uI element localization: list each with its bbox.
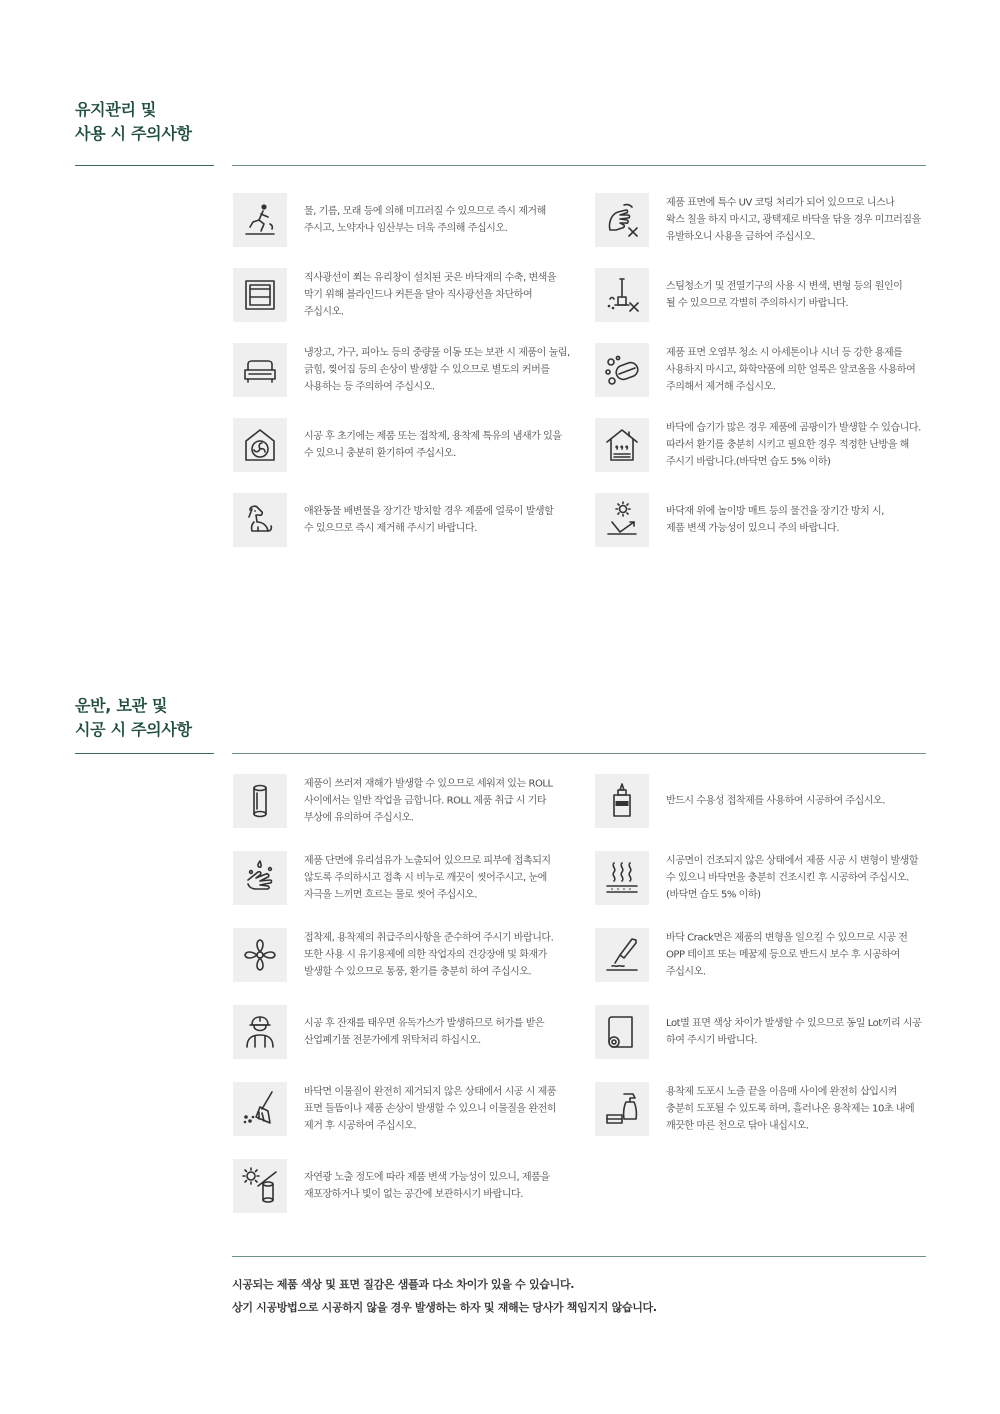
care-item-ventilate-text: 시공 후 초기에는 제품 또는 접착제, 용착제 특유의 냄새가 있을 수 있으니 충분히 환기하여 주십시오. — [304, 431, 562, 459]
care-item-humidity-text: 바닥에 습기가 많은 경우 제품에 곰팡이가 발생할 수 있습니다. 따라서 환기를 충분히 시키고 필요한 경우 적정한 난방을 해 주시기 바랍니다.(바닥면 습도 5% 이하) — [666, 422, 921, 468]
install-item-sunlight — [233, 1159, 573, 1213]
roll-lot-icon — [595, 1005, 649, 1059]
install-item-debris-text: 바닥면 이물질이 완전히 제거되지 않은 상태에서 시공 시 제품 표면 들뜸이나 제품 손상이 발생할 수 있으니 이물질을 완전히 제거 후 시공하여 주십시오. — [304, 1086, 557, 1132]
section2-divider-left — [75, 753, 214, 754]
care-item-solvent-text: 제품 표면 오염부 청소 시 아세톤이나 시너 등 강한 용제를 사용하지 마시고, 화학약품에 의한 얼룩은 알코올을 사용하여 주의해서 제거해 주십시오. — [666, 347, 916, 393]
notice-line1: 시공되는 제품 색상 및 표면 질감은 샘플과 다소 차이가 있을 수 있습니다. — [232, 1278, 575, 1291]
install-item-dry — [595, 851, 935, 905]
window-blind-icon — [233, 268, 287, 322]
care-item-no-wax-text: 제품 표면에 특수 UV 코팅 처리가 되어 있으므로 니스나 왁스 칠을 하지 마시고, 광택제로 바닥을 닦을 경우 미끄러짐을 유발하오니 사용을 금하여 주십시오. — [666, 197, 921, 243]
install-item-crack — [595, 928, 935, 982]
no-steam-cleaner-icon — [595, 268, 649, 322]
slip-warning-icon — [233, 193, 287, 247]
install-item-waste — [233, 1005, 573, 1059]
care-item-furniture-text: 냉장고, 가구, 피아노 등의 중량물 이동 또는 보관 시 제품이 눌림, 긁힘, 찢어짐 등의 손상이 발생할 수 있으므로 별도의 커버를 사용하는 등 주의하여 주십시오. — [304, 347, 570, 393]
house-humidity-icon — [595, 418, 649, 472]
ventilation-fan-icon — [233, 418, 287, 472]
pet-dog-icon — [233, 493, 287, 547]
cleaning-sponge-icon — [595, 343, 649, 397]
water-adhesive-icon — [595, 774, 649, 828]
install-item-ventilation-text: 접착제, 용착제의 취급주의사항을 준수하여 주시기 바랍니다. 또한 사용 시 유기용제에 의한 작업자의 건강장애 및 화재가 발생할 수 있으므로 통풍, 환기를 충분히 하여 주십시오. — [304, 932, 554, 978]
care-item-blind-text: 직사광선이 쬐는 유리창이 설치된 곳은 바닥재의 수축, 변색을 막기 위해 블라인드나 커튼을 달아 직사광선을 차단하여 주십시오. — [304, 272, 557, 318]
section1-divider-right — [232, 165, 926, 166]
care-item-humidity — [595, 418, 935, 472]
section2-divider-right — [232, 753, 926, 754]
broom-debris-icon — [233, 1082, 287, 1136]
install-item-ventilation — [233, 928, 573, 982]
notice-line2: 상기 시공방법으로 시공하지 않을 경우 발생하는 하자 및 재해는 당사가 책임지지 않습니다. — [232, 1301, 657, 1314]
install-item-roll-text: 제품이 쓰러져 재해가 발생할 수 있으므로 세워져 있는 ROLL 사이에서는 일반 작업을 금합니다. ROLL 제품 취급 시 기타 부상에 유의하여 주십시오. — [304, 778, 553, 824]
sunlight-mat-icon — [595, 493, 649, 547]
section1-title-line1: 유지관리 및 — [75, 100, 157, 119]
section2-title-line1: 운반, 보관 및 — [75, 696, 168, 715]
care-item-blind — [233, 268, 573, 322]
dry-surface-icon — [595, 851, 649, 905]
care-item-steam — [595, 268, 935, 322]
install-item-waste-text: 시공 후 잔재를 태우면 유독가스가 발생하므로 허가를 받은 산업폐기물 전문가에게 위탁처리 하십시오. — [304, 1018, 545, 1046]
section1-title-line2: 사용 시 주의사항 — [75, 124, 192, 143]
care-item-solvent — [595, 343, 935, 397]
install-item-spray — [595, 1082, 935, 1136]
section2-title-line2: 시공 시 주의사항 — [75, 720, 192, 739]
section1-divider-left — [75, 165, 214, 166]
care-item-slip — [233, 193, 573, 247]
sun-roll-icon — [233, 1159, 287, 1213]
install-item-adhesive — [595, 774, 935, 828]
care-item-steam-text: 스팀청소기 및 전열기구의 사용 시 변색, 변형 등의 원인이 될 수 있으므로 각별히 주의하시기 바랍니다. — [666, 281, 903, 309]
hand-wash-icon — [233, 851, 287, 905]
care-item-mat-text: 바닥재 위에 놀이방 매트 등의 물건을 장기간 방치 시, 제품 변색 가능성이 있으니 주의 바랍니다. — [666, 506, 884, 534]
section1-title — [75, 98, 192, 146]
install-item-debris — [233, 1082, 573, 1136]
care-item-pet — [233, 493, 573, 547]
install-item-adhesive-text: 반드시 수용성 접착제를 사용하여 시공하여 주십시오. — [666, 795, 885, 807]
spray-cloth-icon — [595, 1082, 649, 1136]
install-item-lot-text: Lot별 표면 색상 차이가 발생할 수 있으므로 동일 Lot끼리 시공 하여 주시기 바랍니다. — [666, 1018, 922, 1046]
install-item-fiber — [233, 851, 573, 905]
sofa-icon — [233, 343, 287, 397]
notice-divider — [232, 1256, 926, 1257]
install-item-lot — [595, 1005, 935, 1059]
install-item-dry-text: 시공면이 건조되지 않은 상태에서 제품 시공 시 변형이 발생할 수 있으니 바닥면을 충분히 건조시킨 후 시공하여 주십시오. (바닥면 습도 5% 이하) — [666, 855, 919, 901]
care-item-pet-text: 애완동물 배변물을 장기간 방치할 경우 제품에 얼룩이 발생할 수 있으므로 즉시 제거해 주시기 바랍니다. — [304, 506, 554, 534]
section2-title — [75, 694, 192, 742]
worker-icon — [233, 1005, 287, 1059]
care-item-furniture — [233, 343, 573, 397]
roll-standing-icon — [233, 774, 287, 828]
install-item-sunlight-text: 자연광 노출 정도에 따라 제품 변색 가능성이 있으니, 제품을 재포장하거나 빛이 없는 공간에 보관하시기 바랍니다. — [304, 1172, 550, 1200]
install-item-fiber-text: 제품 단면에 유리섬유가 노출되어 있으므로 피부에 접촉되지 않도록 주의하시고 접촉 시 비누로 깨끗이 씻어주시고, 눈에 자극을 느끼면 흐르는 물로 씻어 주십시오. — [304, 855, 551, 901]
no-wax-polish-icon — [595, 193, 649, 247]
care-item-no-wax — [595, 193, 935, 247]
install-item-roll — [233, 774, 573, 828]
care-item-ventilate — [233, 418, 573, 472]
care-item-slip-text: 물, 기름, 모래 등에 의해 미끄러질 수 있으므로 즉시 제거해 주시고, 노약자나 임산부는 더욱 주의해 주십시오. — [304, 206, 546, 234]
install-item-crack-text: 바닥 Crack면은 제품의 변형을 일으킬 수 있으므로 시공 전 OPP 테이프 또는 메꿈제 등으로 반드시 보수 후 시공하여 주십시오. — [666, 932, 908, 978]
fan-ventilation-icon — [233, 928, 287, 982]
crack-repair-icon — [595, 928, 649, 982]
care-item-mat — [595, 493, 935, 547]
install-item-spray-text: 용착제 도포시 노즐 끝을 이음매 사이에 완전히 삽입시켜 충분히 도포될 수 있도록 하며, 흘러나온 용착제는 10초 내에 깨끗한 마른 천으로 닦아 내십시오. — [666, 1086, 915, 1132]
